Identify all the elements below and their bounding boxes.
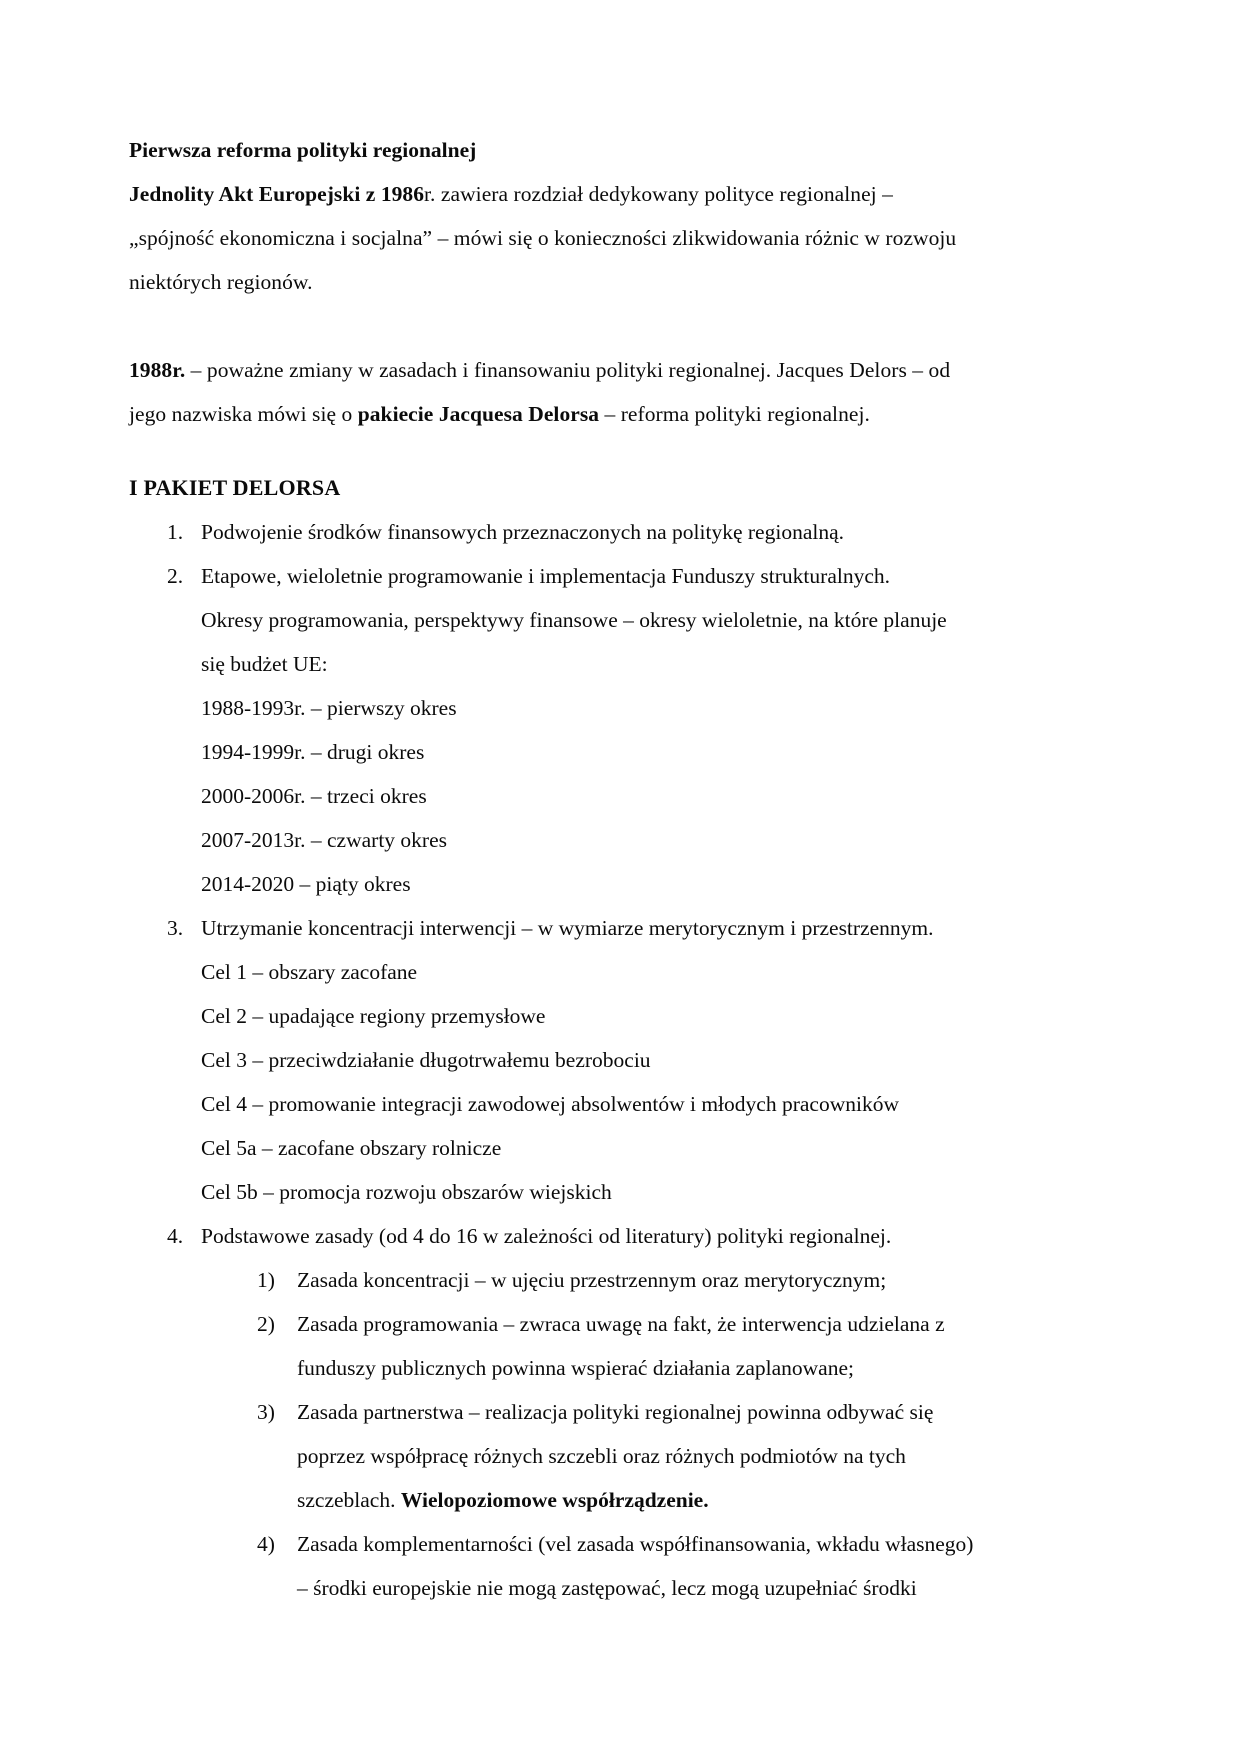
- text-run: Etapowe, wieloletnie programowanie i implementacja Funduszy strukturalnych.: [201, 564, 890, 588]
- text-run: Cel 4 – promowanie integracji zawodowej absolwentów i młodych pracowników: [201, 1092, 899, 1116]
- text-run: r. zawiera rozdział dedykowany polityce regionalnej – „spójność ekonomiczna i socjalna” – mówi się o konieczności zlikwidowania różnic w rozwoju niektórych regionów.: [129, 182, 957, 294]
- text-run: 2014-2020 – piąty okres: [201, 872, 411, 896]
- sub-list-wrapper: [201, 1258, 975, 1610]
- list-item-continuation: [201, 1082, 975, 1126]
- list-item-text: [201, 906, 975, 950]
- list-marker: 3.: [167, 916, 184, 940]
- text-run: 2000-2006r. – trzeci okres: [201, 784, 427, 808]
- sub-list-item: [231, 1258, 975, 1302]
- document-body: [129, 128, 975, 1610]
- list-item-text: [201, 554, 975, 598]
- list-item-continuation: [201, 686, 975, 730]
- text-run: Podwojenie środków finansowych przeznaczonych na politykę regionalną.: [201, 520, 845, 544]
- list-item: [129, 906, 975, 1214]
- paragraph-gap: [129, 304, 975, 348]
- intro-paragraph: [129, 172, 975, 304]
- text-run: Utrzymanie koncentracji interwencji – w wymiarze merytorycznym i przestrzennym.: [201, 916, 934, 940]
- sub-list-marker: 1): [257, 1268, 275, 1292]
- emphasis-bold: Wielopoziomowe współrządzenie.: [400, 1488, 709, 1512]
- text-run: Zasada programowania – zwraca uwagę na fakt, że interwencja udzielana z funduszy publicznych powinna wspierać działania zaplanowane;: [297, 1312, 945, 1380]
- list-item-continuation: [201, 730, 975, 774]
- text-run: Cel 3 – przeciwdziałanie długotrwałemu bezrobociu: [201, 1048, 651, 1072]
- text-run: – reforma polityki regionalnej.: [599, 402, 870, 426]
- list-item-continuation: [201, 598, 975, 686]
- text-run: Cel 1 – obszary zacofane: [201, 960, 418, 984]
- sub-list-item-text: [297, 1522, 975, 1610]
- section-heading-delors-package: I PAKIET DELORSA: [129, 475, 341, 500]
- sub-list-marker: 4): [257, 1532, 275, 1556]
- list-item: [129, 1214, 975, 1610]
- text-run: Cel 5a – zacofane obszary rolnicze: [201, 1136, 502, 1160]
- sub-list-item: [231, 1390, 975, 1522]
- sub-list-marker: 2): [257, 1312, 275, 1336]
- sub-list-item-text: [297, 1258, 975, 1302]
- text-run: Zasada koncentracji – w ujęciu przestrzennym oraz merytorycznym;: [297, 1268, 887, 1292]
- sub-list-item-text: [297, 1302, 975, 1390]
- text-run: Cel 5b – promocja rozwoju obszarów wiejskich: [201, 1180, 612, 1204]
- paragraph-1988: [129, 348, 975, 436]
- text-run: Okresy programowania, perspektywy finansowe – okresy wieloletnie, na które planuje się budżet UE:: [201, 608, 947, 676]
- list-item-continuation: [201, 994, 975, 1038]
- list-item-continuation: [201, 862, 975, 906]
- list-item-text: [201, 510, 975, 554]
- emphasis-bold: Jednolity Akt Europejski z 1986: [129, 182, 425, 206]
- list-item: [129, 554, 975, 906]
- list-item-continuation: [201, 1038, 975, 1082]
- text-run: Zasada partnerstwa – realizacja polityki regionalnej powinna odbywać się poprzez współpracę różnych szczebli oraz różnych podmiotów na tych szczeblach.: [297, 1400, 934, 1512]
- text-run: – poważne zmiany w zasadach i finansowaniu polityki regionalnej. Jacques Delors – od jego nazwiska mówi się o: [129, 358, 951, 426]
- text-run: Podstawowe zasady (od 4 do 16 w zależności od literatury) polityki regionalnej.: [201, 1224, 892, 1248]
- sub-list-marker: 3): [257, 1400, 275, 1424]
- list-marker: 1.: [167, 520, 184, 544]
- emphasis-bold: 1988r.: [129, 358, 186, 382]
- text-run: 1994-1999r. – drugi okres: [201, 740, 425, 764]
- sub-list-item: [231, 1302, 975, 1390]
- principles-sub-list: [231, 1258, 975, 1610]
- section-gap: [129, 436, 975, 466]
- list-item-continuation: [201, 950, 975, 994]
- list-item-continuation: [201, 818, 975, 862]
- delors-package-list: [129, 510, 975, 1610]
- list-item: [129, 510, 975, 554]
- text-run: Zasada komplementarności (vel zasada współfinansowania, wkładu własnego) – środki europejskie nie mogą zastępować, lecz mogą uzupełniać środki: [297, 1532, 974, 1600]
- page-title: Pierwsza reforma polityki regionalnej: [129, 138, 477, 162]
- text-run: 2007-2013r. – czwarty okres: [201, 828, 447, 852]
- list-item-continuation: [201, 774, 975, 818]
- list-marker: 4.: [167, 1224, 184, 1248]
- list-item-text: [201, 1214, 975, 1258]
- sub-list-item: [231, 1522, 975, 1610]
- list-marker: 2.: [167, 564, 184, 588]
- emphasis-bold: pakiecie Jacquesa Delorsa: [357, 402, 600, 426]
- text-run: 1988-1993r. – pierwszy okres: [201, 696, 457, 720]
- list-item-continuation: [201, 1170, 975, 1214]
- list-item-continuation: [201, 1126, 975, 1170]
- sub-list-item-text: [297, 1390, 975, 1522]
- text-run: Cel 2 – upadające regiony przemysłowe: [201, 1004, 546, 1028]
